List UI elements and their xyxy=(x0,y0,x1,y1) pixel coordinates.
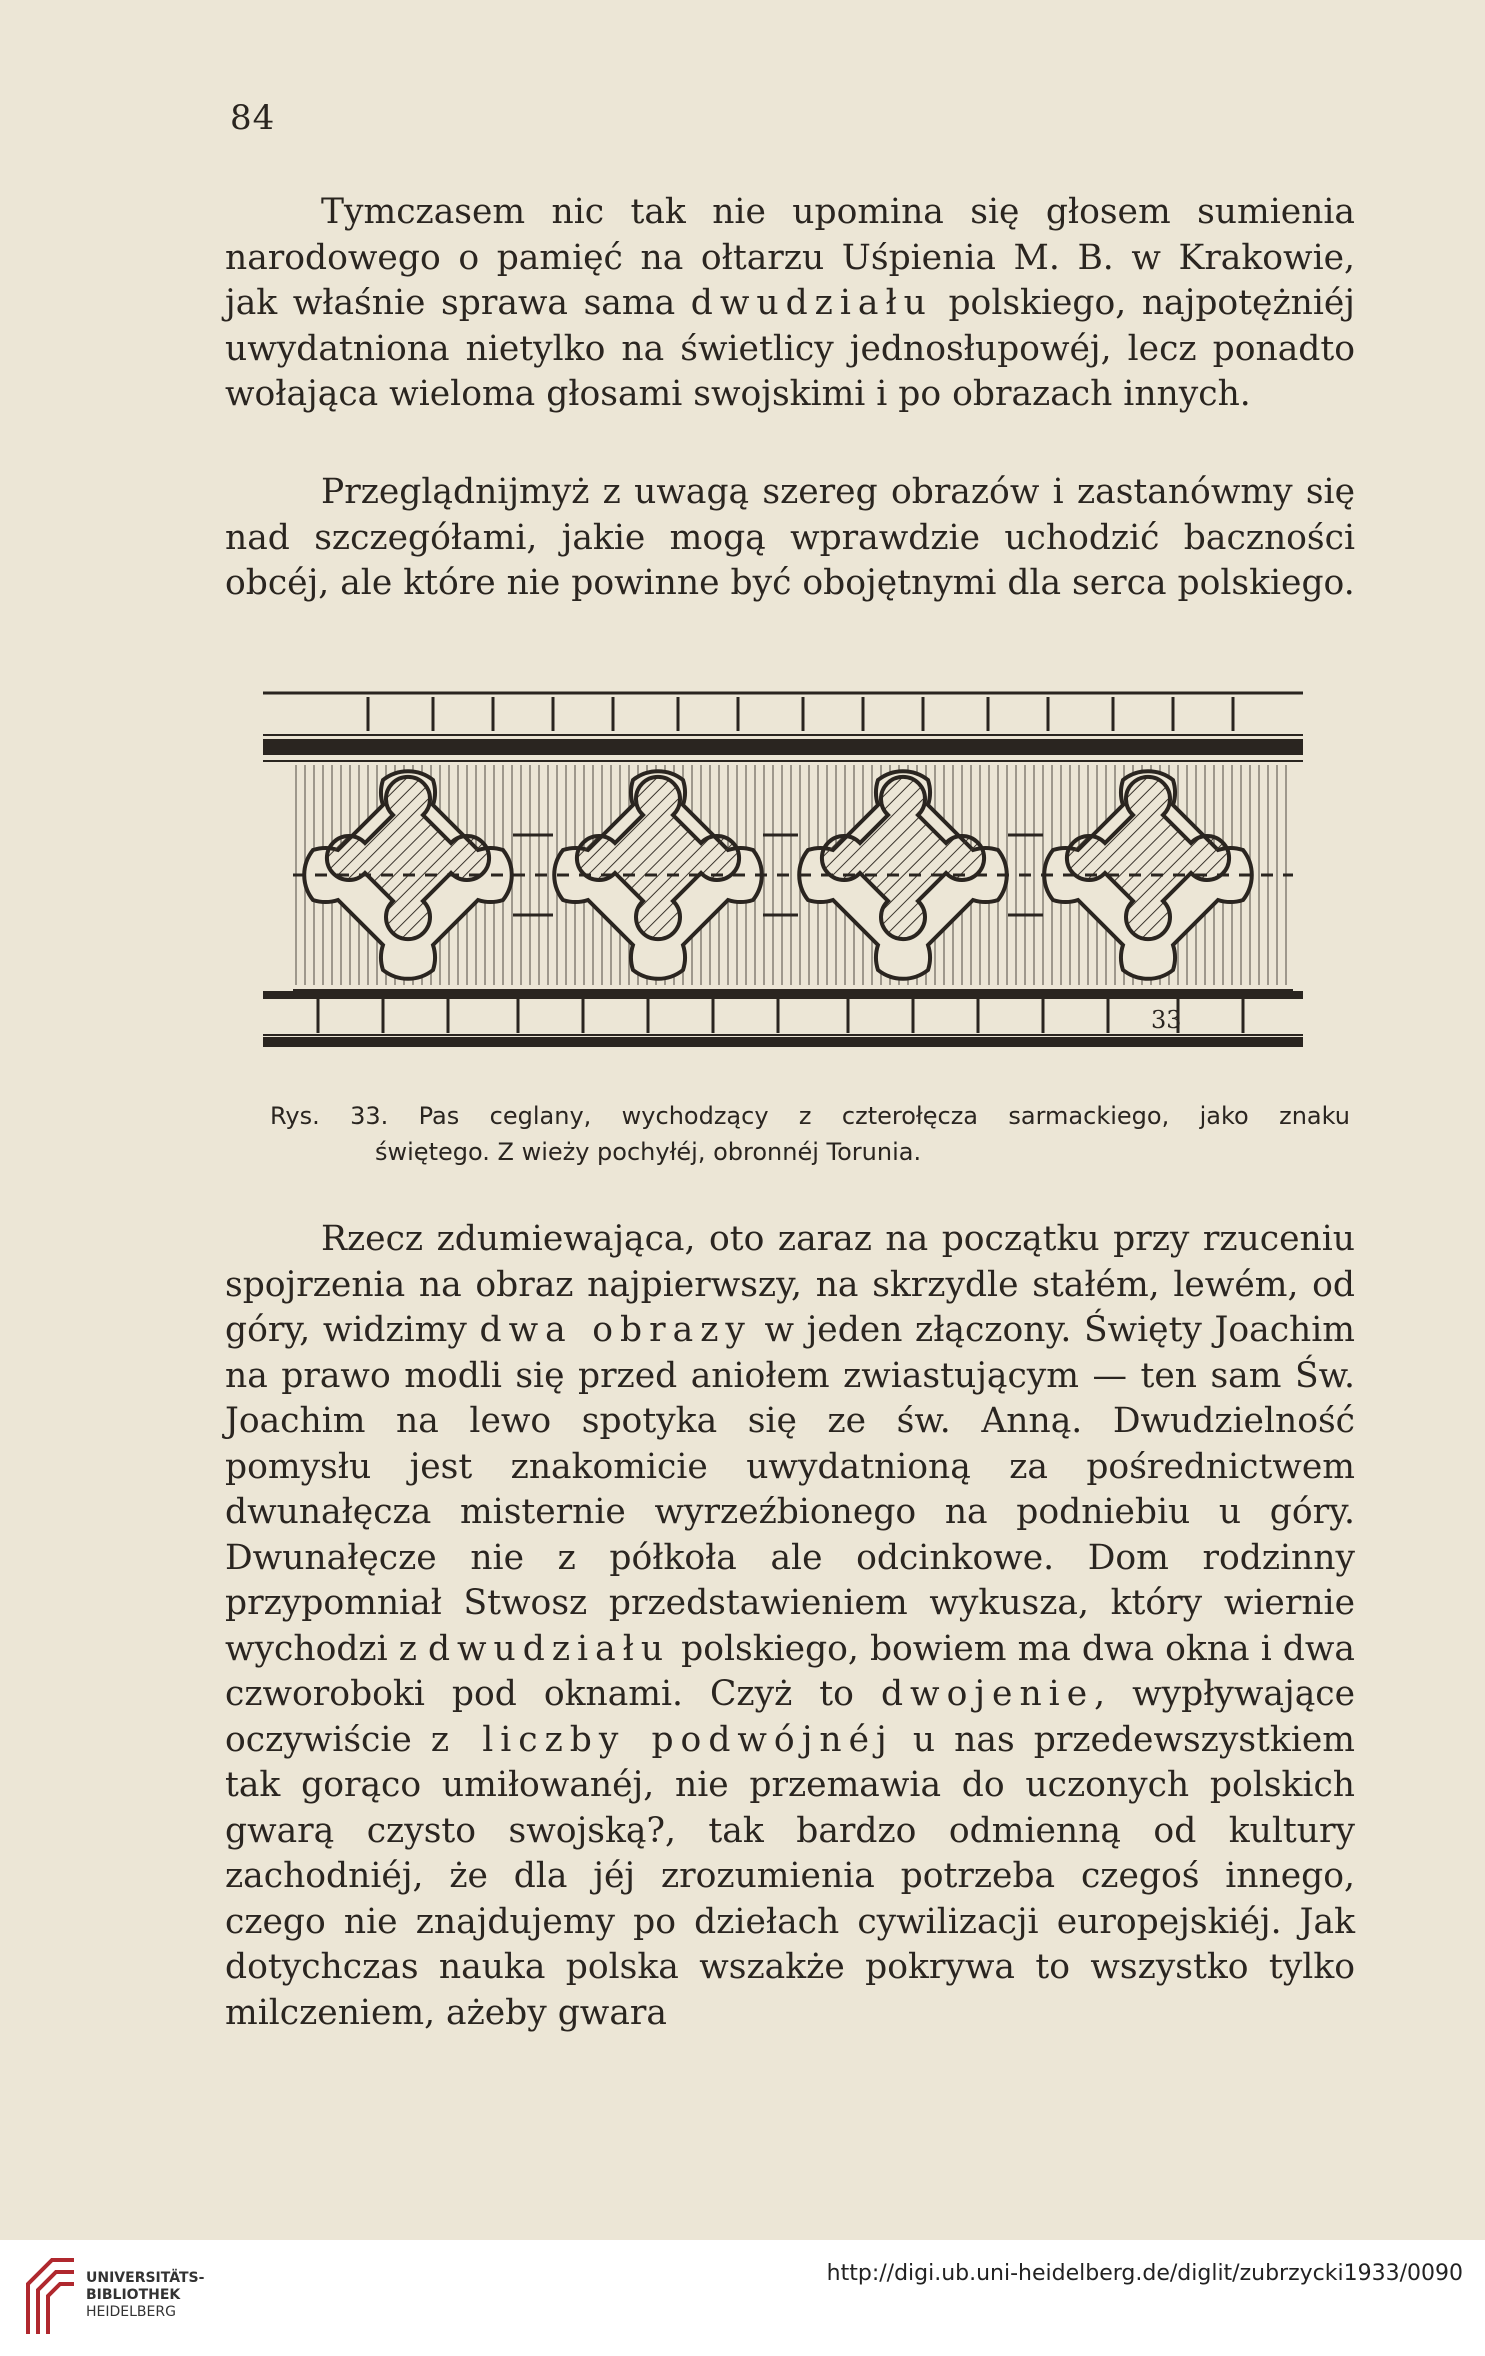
figure-brick-frieze xyxy=(258,685,1308,1085)
paragraph-3-text-c: w jeden złączony. Święty Joachim na prawo modli się przed aniołem zwiastującym — ten sam Św. Joachim na lewo spotyka się ze św. Anną. Dwudzielność pomysłu jest znakomicie uwydatnioną za pośrednictwem dwunałęcza misternie wyrzeźbionego na podniebiu u góry. Dwunałęcze nie z półkoła ale odcinkowe. Dom rodzinny przypomniał Stwosz przedstawieniem wykusza, który wiernie wychodzi z xyxy=(225,1310,1355,1669)
library-name xyxy=(86,2270,204,2321)
library-name-line-2: BIBLIOTHEK xyxy=(86,2287,181,2303)
library-logo-icon xyxy=(22,2254,80,2340)
library-name-line-1: UNIVERSITÄTS- xyxy=(86,2270,205,2286)
library-name-line-3: HEIDELBERG xyxy=(86,2304,176,2320)
caption-line-1: Rys. 33. Pas ceglany, wychodzący z czterołęcza sarmackiego, jako znaku xyxy=(270,1102,1350,1130)
source-url[interactable]: http://digi.ub.uni-heidelberg.de/diglit/zubrzycki1933/0090 xyxy=(826,2261,1463,2286)
brick-frieze-illustration xyxy=(258,685,1308,1085)
library-footer xyxy=(0,2240,1485,2356)
figure-caption xyxy=(270,1098,1350,1170)
paragraph-1-text-a: Tymczasem nic tak nie upomina się głosem sumienia narodowego o pamięć na ołtarzu Uśpienia M. B. w Krakowie, jak właśnie sprawa sama xyxy=(225,192,1355,323)
paragraph-1-emphasis: dwudziału xyxy=(690,283,933,323)
paragraph-3-emphasis-4: z liczby podwójnéj xyxy=(430,1719,894,1760)
caption-line-2: świętego. Z wieży pochyłéj, obronnéj Torunia. xyxy=(375,1138,922,1166)
paragraph-3-text-e: polskiego, bowiem ma dwa okna i dwa czworoboki pod oknami. Czyż to xyxy=(225,1628,1355,1714)
paragraph-3-text-a: Rzecz zdumiewająca, oto zaraz na początku przy rzuceniu spojrzenia na obraz najpierwszy, na skrzydle stałém, lewém, od góry, widzimy xyxy=(225,1219,1355,1350)
paragraph-3-text-i: u nas przedewszystkiem tak gorąco umiłowanéj, nie przemawia do uczonych polskich gwarą czysto swojską?, tak bardzo odmienną od kultury zachodniéj, że dla jéj zrozumienia potrzeba czegoś innego, czego nie znajdujemy po dziełach cywilizacji europejskiéj. Jak dotychczas nauka polska wszakże pokrywa to wszystko tylko milczeniem, ażeby gwara xyxy=(225,1719,1355,2033)
paragraph-3-text-g: , wypływające oczywiście xyxy=(225,1674,1355,1760)
paragraph-1 xyxy=(225,190,1355,418)
page-number: 84 xyxy=(230,98,276,138)
paragraph-3 xyxy=(225,1217,1355,2036)
paragraph-2-text: Przeglądnijmyż z uwagą szereg obrazów i zastanówmy się nad szczegółami, jakie mogą wprawdzie uchodzić baczności obcéj, ale które nie powinne być obojętnymi dla serca polskiego. xyxy=(225,472,1355,603)
paragraph-3-emphasis-2: dwudziału xyxy=(427,1628,671,1669)
paragraph-2 xyxy=(225,470,1355,607)
paragraph-3-emphasis-1: dwa obrazy xyxy=(479,1310,752,1350)
paragraph-3-emphasis-3: dwojenie xyxy=(880,1674,1095,1714)
figure-corner-mark: 33 xyxy=(1151,1006,1182,1034)
paragraph-1-text-c: polskiego, najpotężniéj uwydatniona nietylko na świetlicy jednosłupowéj, lecz ponadto wołająca wieloma głosami swojskimi i po obrazach innych. xyxy=(225,283,1356,414)
